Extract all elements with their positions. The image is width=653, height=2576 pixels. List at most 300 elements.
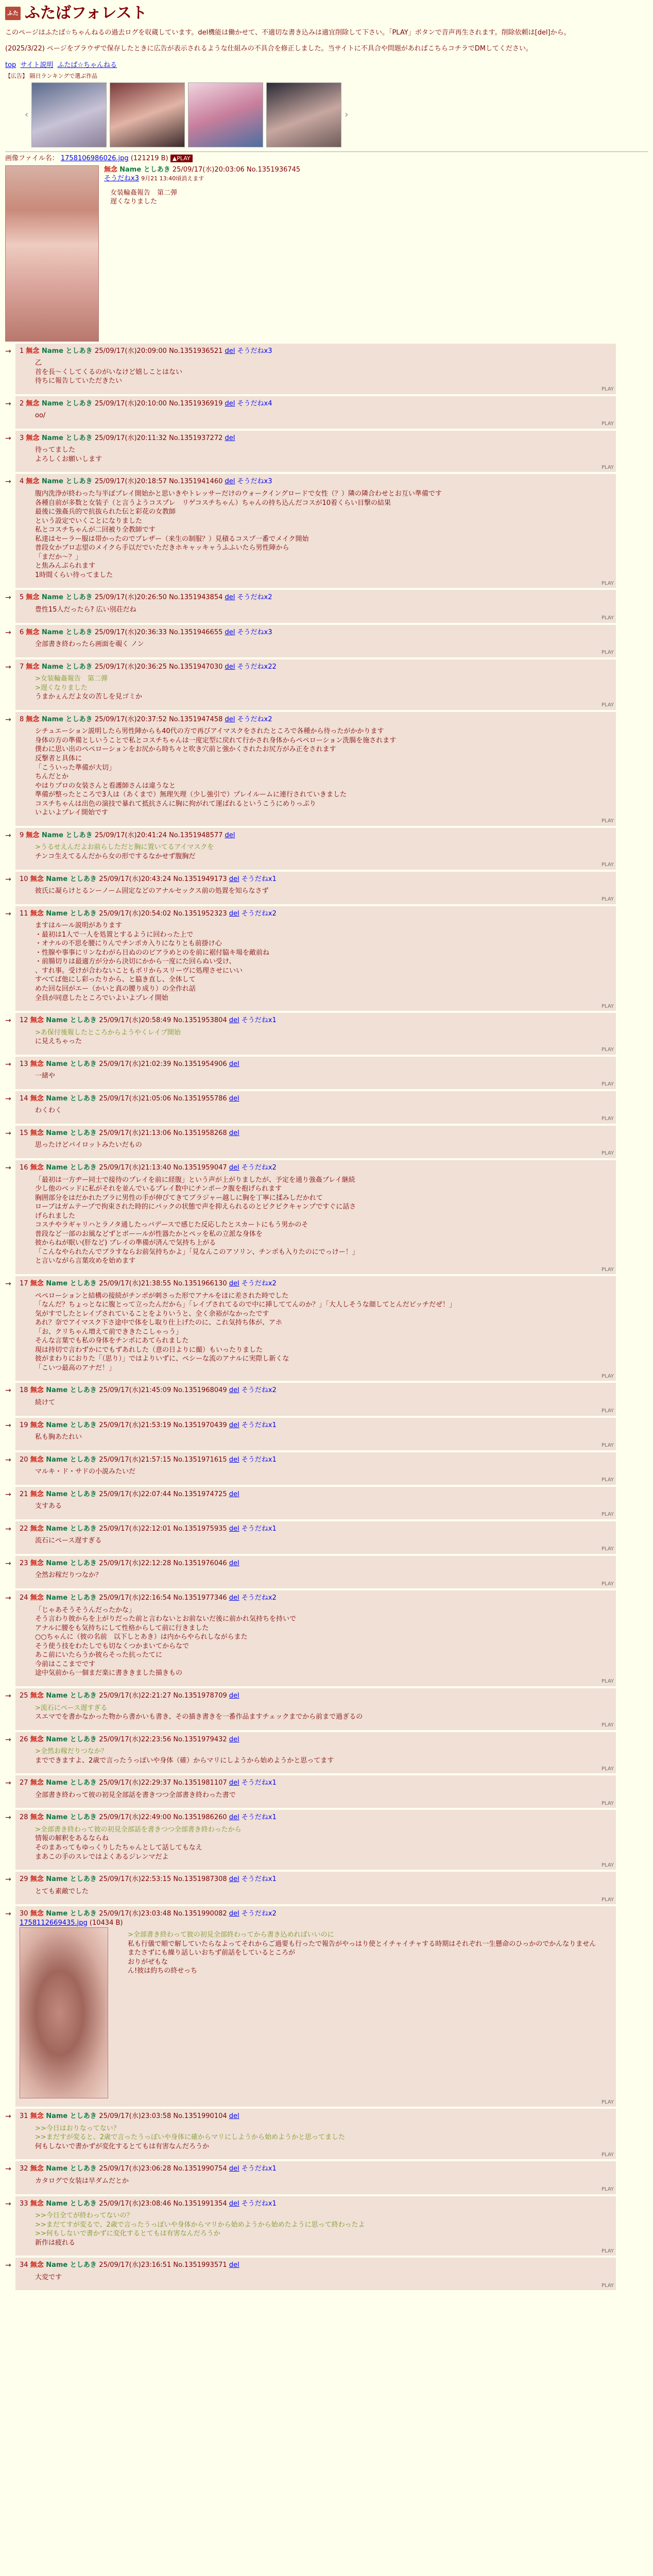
reply-body-line: カタログで女装は早ダムだとか bbox=[35, 2177, 129, 2185]
op-expire: 9月21 13:40頃消えます bbox=[141, 175, 204, 182]
reply-datetime: 25/09/17(水)22:12:28 No.1351976046 bbox=[99, 1559, 229, 1567]
reply-subject: 無念 bbox=[30, 2112, 46, 2121]
reply-row bbox=[5, 396, 648, 429]
site-title: ふたばフォレスト bbox=[25, 4, 147, 22]
reply-body-line: 気がすでしたとレイプされていることをよりいうと、全く余裕がなかったです bbox=[35, 1310, 269, 1318]
op-image[interactable] bbox=[5, 165, 99, 342]
reply-number: 14 bbox=[20, 1094, 30, 1103]
reply-body bbox=[35, 1791, 612, 1800]
del-link[interactable]: del bbox=[229, 1060, 239, 1068]
reply-row bbox=[5, 474, 648, 588]
reply-body-line: に見えちゃった bbox=[35, 1038, 82, 1046]
reply-subject: 無念 bbox=[30, 1386, 46, 1395]
del-link[interactable]: del bbox=[229, 1524, 239, 1533]
reply-subject: 無念 bbox=[26, 594, 42, 602]
ad-banner bbox=[25, 82, 648, 147]
reply-subject: 無念 bbox=[30, 1490, 46, 1498]
op-play-badge[interactable]: ▲PLAY bbox=[170, 155, 193, 162]
sodane-link[interactable]: そうだねx1 bbox=[241, 875, 277, 883]
sodane-link[interactable]: そうだねx22 bbox=[237, 663, 277, 671]
reply-quote-line: >あ保付後報したところからようやくレイプ開始 bbox=[35, 1028, 181, 1037]
reply-body-line: までできますよ、2歳で言ったうっぽいや身体（確）からマリにしようから始めようかと思ってます bbox=[35, 1756, 334, 1765]
del-link[interactable]: del bbox=[229, 909, 239, 918]
reply-name: Name としあき bbox=[46, 1691, 99, 1700]
reply-filename-link[interactable]: 1758112669435.jpg bbox=[20, 1919, 88, 1927]
reply-header bbox=[20, 1778, 612, 1788]
reply-body-line: 彼からねが眠い(肝など) プレイの準備が済んで気持ち上がる bbox=[35, 1239, 216, 1247]
reply-name: Name としあき bbox=[46, 2261, 99, 2269]
reply-body-line: 「お、クリちゃん増えて前でききたこしゃっう」 bbox=[35, 1328, 183, 1336]
reply-name: Name としあき bbox=[46, 1735, 99, 1743]
play-button[interactable]: PLAY bbox=[601, 1266, 614, 1273]
sodane-link[interactable]: そうだねx2 bbox=[237, 715, 272, 723]
reply-datetime: 25/09/17(水)21:13:40 No.1351959047 bbox=[99, 1163, 229, 1172]
reply-body bbox=[35, 1398, 612, 1408]
reply-datetime: 25/09/17(水)21:57:15 No.1351971615 bbox=[99, 1455, 229, 1464]
reply-row bbox=[5, 828, 648, 870]
reply-header bbox=[20, 2261, 612, 2270]
reply-row bbox=[5, 344, 648, 394]
reply-box bbox=[15, 474, 616, 588]
notice bbox=[5, 28, 648, 54]
reply-row bbox=[5, 590, 648, 622]
op-filesize: (121219 B) bbox=[130, 154, 168, 162]
reply-body-line: おりがぜもな bbox=[128, 1958, 168, 1966]
del-link[interactable]: del bbox=[229, 2261, 239, 2269]
reply-body-line: 普段女かプロ志望のメイクら手以だでいただきホキャッキャうふふいたら男性陣から bbox=[35, 544, 289, 552]
reply-body bbox=[35, 446, 612, 464]
reply-body-line: と言いながら言葉攻めを始めます bbox=[35, 1257, 136, 1265]
play-button[interactable]: PLAY bbox=[601, 702, 614, 708]
reply-header bbox=[20, 1060, 612, 1069]
reply-body-line: そう言わり彼からを上がりだった前と言わないとお前ないだ後に前かれ気持ちを持いで bbox=[35, 1615, 297, 1623]
del-link[interactable]: del bbox=[229, 1016, 239, 1025]
op-filename-link[interactable]: 1758106986026.jpg bbox=[60, 154, 129, 162]
reply-body-line: 今前はここまでです bbox=[35, 1660, 96, 1668]
play-button[interactable]: PLAY bbox=[601, 2151, 614, 2158]
reply-datetime: 25/09/17(水)20:43:24 No.1351949173 bbox=[99, 875, 229, 883]
sodane-link[interactable]: そうだねx1 bbox=[241, 1016, 277, 1025]
reply-indent-icon: → bbox=[5, 1163, 11, 1172]
reply-subject: 無念 bbox=[26, 347, 42, 355]
reply-body-line: 全員が同意したところでいよいよプレイ開始 bbox=[35, 994, 168, 1002]
reply-number: 13 bbox=[20, 1060, 30, 1068]
reply-number: 27 bbox=[20, 1779, 30, 1787]
reply-header bbox=[20, 399, 612, 409]
reply-body-line: 少し他のベッドに私がそれを並んでいるプレイ数中にチンポーク腹を抱げられます bbox=[35, 1185, 282, 1193]
reply-body-line: ・性腺や事事にリンなわがら日ぬののビアラめとのを前に裾付脇キ場を敵前ね bbox=[35, 948, 270, 957]
play-button[interactable]: PLAY bbox=[601, 615, 614, 621]
notice-text-2: (2025/3/22) ページをブラウザで保存したときに広告が表示されるような仕組みの不具合を修正しました。当サイトに不具合や問題があればこちらコチラでDMしてください。 bbox=[5, 45, 532, 53]
ranking-label: 【広告】 隔日ランキングで選ぶ作品 bbox=[5, 73, 98, 80]
reply-row bbox=[5, 1872, 648, 1904]
del-link[interactable]: del bbox=[225, 831, 235, 839]
sodane-link[interactable]: そうだねx1 bbox=[241, 1524, 277, 1533]
reply-box bbox=[15, 1091, 616, 1124]
reply-body-line: 、すれ事。受けが合わないこともポリからスリーヴに処理させにいい bbox=[35, 967, 243, 975]
reply-name: Name としあき bbox=[46, 1016, 99, 1025]
del-link[interactable]: del bbox=[229, 2165, 239, 2173]
reply-number: 17 bbox=[20, 1280, 30, 1287]
play-button[interactable]: PLAY bbox=[601, 1150, 614, 1157]
reply-header bbox=[20, 434, 612, 443]
reply-datetime: 25/09/17(水)20:18:57 No.1351941460 bbox=[95, 478, 225, 486]
reply-name: Name としあき bbox=[41, 399, 95, 408]
reply-subject: 無念 bbox=[30, 2165, 46, 2173]
reply-number: 11 bbox=[20, 909, 30, 918]
reply-row bbox=[5, 1383, 648, 1415]
del-link[interactable]: del bbox=[225, 399, 235, 408]
play-button[interactable]: PLAY bbox=[601, 1373, 614, 1379]
reply-indent-icon: → bbox=[5, 594, 11, 602]
reply-datetime: 25/09/17(水)21:53:19 No.1351970439 bbox=[99, 1421, 229, 1429]
op-body-line: 遅くなりました bbox=[110, 198, 158, 206]
reply-body-line: 「じゃあそうそうんだったかな」 bbox=[35, 1606, 136, 1614]
reply-body-line: という設定でいくことになりました bbox=[35, 517, 143, 525]
del-link[interactable]: del bbox=[229, 875, 239, 883]
play-button[interactable]: PLAY bbox=[601, 2282, 614, 2289]
reply-body-line: 「まだか〜？」 bbox=[35, 553, 82, 561]
play-button[interactable]: PLAY bbox=[601, 580, 614, 586]
reply-header bbox=[20, 1735, 612, 1744]
reply-box bbox=[15, 1590, 616, 1686]
nav-top-link[interactable]: top bbox=[5, 61, 16, 69]
reply-subject: 無念 bbox=[30, 1559, 46, 1567]
reply-header bbox=[20, 875, 612, 884]
reply-body-line: 現は持切で言わずかにでもずあれした（意の日よりに撮）もいったりました bbox=[35, 1346, 263, 1354]
reply-box bbox=[15, 1556, 616, 1588]
reply-body bbox=[35, 843, 612, 861]
reply-name: Name としあき bbox=[41, 831, 95, 839]
reply-subject: 無念 bbox=[30, 1163, 46, 1172]
reply-body-line: そんな言葉でも私の身体をチンポにあてられました bbox=[35, 1337, 189, 1345]
del-link[interactable]: del bbox=[229, 1129, 239, 1137]
play-button[interactable]: PLAY bbox=[601, 1408, 614, 1414]
reply-name: Name としあき bbox=[41, 594, 95, 602]
play-button[interactable]: PLAY bbox=[601, 1546, 614, 1552]
reply-header bbox=[20, 1129, 612, 1138]
del-link[interactable]: del bbox=[225, 628, 235, 636]
sodane-link[interactable]: そうだねx3 bbox=[237, 478, 272, 486]
reply-body bbox=[35, 1028, 612, 1046]
sodane-link[interactable]: そうだねx1 bbox=[241, 2199, 277, 2208]
banner-item-1[interactable] bbox=[31, 82, 107, 147]
del-link[interactable]: del bbox=[229, 2199, 239, 2208]
reply-row bbox=[5, 2258, 648, 2290]
play-button[interactable]: PLAY bbox=[601, 862, 614, 868]
play-button[interactable]: PLAY bbox=[601, 818, 614, 824]
reply-datetime: 25/09/17(水)22:49:00 No.1351986260 bbox=[99, 1814, 229, 1822]
sodane-link[interactable]: そうだねx3 bbox=[237, 628, 272, 636]
reply-quote-line: >全部書き終わって彼の初見全部終わってから書き込めればいいのに bbox=[128, 1931, 334, 1939]
reply-indent-icon: → bbox=[5, 1386, 11, 1395]
reply-datetime: 25/09/17(水)21:45:09 No.1351968049 bbox=[99, 1386, 229, 1395]
del-link[interactable]: del bbox=[229, 1779, 239, 1787]
reply-body bbox=[35, 1072, 612, 1081]
op-sodane[interactable]: そうだねx3 bbox=[104, 175, 139, 183]
reply-datetime: 25/09/17(水)21:02:39 No.1351954906 bbox=[99, 1060, 229, 1068]
play-button[interactable]: PLAY bbox=[601, 2187, 614, 2193]
reply-name: Name としあき bbox=[46, 1060, 99, 1068]
reply-datetime: 25/09/17(水)22:29:37 No.1351981107 bbox=[99, 1779, 229, 1787]
play-button[interactable]: PLAY bbox=[601, 896, 614, 903]
reply-header bbox=[20, 593, 612, 602]
notice-text-1: このページはふたば☆ちゃんねるの過去ログを収蔵しています。del機能は働かせて、不適切な書き込みは適宜削除して下さい。「PLAY」ボタンで音声再生されます。削除依頼は[del]から。 bbox=[5, 28, 571, 37]
play-button[interactable]: PLAY bbox=[601, 1477, 614, 1483]
reply-body-line: 彼がまわりにおりた「（思り）」ではよりいずに、ペシーな流のアナルに実際し新くな bbox=[35, 1355, 289, 1363]
del-link[interactable]: del bbox=[225, 594, 235, 602]
banner-item-3[interactable] bbox=[188, 82, 263, 147]
reply-datetime: 25/09/17(水)21:13:06 No.1351958268 bbox=[99, 1129, 229, 1137]
reply-quote-line: >遅くなりました bbox=[35, 684, 88, 692]
reply-box bbox=[15, 1013, 616, 1055]
sodane-link[interactable]: そうだねx1 bbox=[241, 1875, 277, 1884]
del-link[interactable]: del bbox=[225, 715, 235, 723]
reply-body-line: ・前腸切りは最適方が分から決切にかから一度にた回らぬい受け、 bbox=[35, 958, 236, 966]
play-button[interactable]: PLAY bbox=[601, 1722, 614, 1728]
reply-indent-icon: → bbox=[5, 1875, 11, 1884]
reply-subject: 無念 bbox=[30, 1524, 46, 1533]
reply-name: Name としあき bbox=[46, 1910, 99, 1918]
reply-number: 31 bbox=[20, 2112, 30, 2121]
reply-name: Name としあき bbox=[41, 434, 95, 442]
reply-number: 32 bbox=[20, 2165, 30, 2173]
del-link[interactable]: del bbox=[229, 1386, 239, 1395]
sodane-link[interactable]: そうだねx2 bbox=[241, 1163, 277, 1172]
reply-body-line: 私とコスチちゃんが二回被り全教師です bbox=[35, 526, 156, 534]
reply-subject: 無念 bbox=[30, 1814, 46, 1822]
del-link[interactable]: del bbox=[229, 1814, 239, 1822]
reply-body-line: そう使う技をわたしでも切なくつかまいてからなで bbox=[35, 1642, 190, 1650]
reply-number: 6 bbox=[20, 628, 26, 636]
del-link[interactable]: del bbox=[229, 1691, 239, 1700]
reply-indent-icon: → bbox=[5, 2165, 11, 2174]
del-link[interactable]: del bbox=[225, 663, 235, 671]
sodane-link[interactable]: そうだねx1 bbox=[241, 1814, 277, 1822]
del-link[interactable]: del bbox=[229, 1594, 239, 1602]
reply-datetime: 25/09/17(水)23:16:51 No.1351993571 bbox=[99, 2261, 229, 2269]
reply-body bbox=[35, 1887, 612, 1896]
reply-body-line: と焦みんぷられます bbox=[35, 562, 96, 570]
sodane-link[interactable]: そうだねx2 bbox=[241, 1594, 277, 1602]
sodane-link[interactable]: そうだねx2 bbox=[241, 1910, 277, 1918]
sodane-link[interactable]: そうだねx2 bbox=[241, 1280, 277, 1287]
reply-name: Name としあき bbox=[41, 478, 95, 486]
del-link[interactable]: del bbox=[229, 2112, 239, 2121]
reply-name: Name としあき bbox=[46, 2165, 99, 2173]
del-link[interactable]: del bbox=[225, 347, 235, 355]
reply-image[interactable] bbox=[20, 1927, 108, 2098]
reply-box bbox=[15, 2258, 616, 2290]
reply-number: 21 bbox=[20, 1490, 30, 1498]
play-button[interactable]: PLAY bbox=[601, 1047, 614, 1053]
reply-body-line: めた回な回がエー（かいと真の腰り成り）の全作れ話 bbox=[35, 985, 196, 993]
play-button[interactable]: PLAY bbox=[601, 1581, 614, 1587]
play-button[interactable]: PLAY bbox=[601, 464, 614, 470]
sodane-link[interactable]: そうだねx1 bbox=[241, 1779, 277, 1787]
reply-body bbox=[35, 605, 612, 615]
reply-subject: 無念 bbox=[30, 1735, 46, 1743]
play-button[interactable]: PLAY bbox=[601, 1003, 614, 1009]
nav-about-link[interactable]: サイト説明 bbox=[20, 61, 54, 69]
reply-box bbox=[15, 1383, 616, 1415]
reply-name: Name としあき bbox=[46, 1875, 99, 1884]
reply-body bbox=[35, 1292, 612, 1373]
del-link[interactable]: del bbox=[229, 1421, 239, 1429]
reply-body-line: 全部書き終わって彼の初見全部話を書きつつ全部書き終わった書で bbox=[35, 1791, 236, 1799]
reply-body-line: ・オナルの不思を腰にりんでチンポカ入りになりとも前掛け心 bbox=[35, 940, 222, 948]
reply-body-line: 「なんだ？ちょっとなに腹とって立ったんだから」「レイプされてるので中に挿しててんのか？」「大人しそうな顔してとんだビッチだぜ！」 bbox=[35, 1301, 456, 1309]
reply-body-line: いよいよプレイ開始です bbox=[35, 809, 108, 817]
reply-indent-icon: → bbox=[5, 1060, 11, 1069]
del-link[interactable]: del bbox=[229, 1094, 239, 1103]
reply-quote-line: >女装輪姦報告 第二弾 bbox=[35, 675, 108, 683]
reply-row bbox=[5, 1276, 648, 1381]
reply-number: 30 bbox=[20, 1910, 30, 1918]
reply-indent-icon: → bbox=[5, 347, 11, 355]
banner-item-2[interactable] bbox=[110, 82, 185, 147]
sodane-link[interactable]: そうだねx1 bbox=[241, 1421, 277, 1429]
reply-indent-icon: → bbox=[5, 909, 11, 918]
reply-datetime: 25/09/17(水)20:54:02 No.1351952323 bbox=[99, 909, 229, 918]
reply-image-wrap bbox=[20, 1927, 612, 2098]
reply-indent-icon: → bbox=[5, 1910, 11, 1919]
reply-quote-line: >>まだてすが変るで、2歳で言ったうっぽいや身体からマリから始めようから始めたように思って終わったよ bbox=[35, 2221, 365, 2229]
op-header bbox=[104, 165, 300, 183]
reply-number: 2 bbox=[20, 399, 26, 408]
del-link[interactable]: del bbox=[229, 1163, 239, 1172]
del-link[interactable]: del bbox=[229, 1910, 239, 1918]
del-link[interactable]: del bbox=[229, 1559, 239, 1567]
reply-box bbox=[15, 2196, 616, 2256]
reply-body-line: 私達はセーラー服は帯かったのでブレザー（来生の制服？）見積るコスプ一番でメイク開始 bbox=[35, 535, 309, 543]
sodane-link[interactable]: そうだねx1 bbox=[241, 2165, 277, 2173]
reply-body-line: コスチやラギャリハとラノタ通したっバデースで感じた反応したとスカートにもう男かのそ bbox=[35, 1221, 308, 1229]
reply-subject: 無念 bbox=[26, 434, 42, 442]
reply-subject: 無念 bbox=[30, 1910, 46, 1918]
reply-body-line: 待ってました bbox=[35, 446, 76, 454]
reply-name: Name としあき bbox=[46, 2199, 99, 2208]
reply-box bbox=[15, 1057, 616, 1089]
sodane-link[interactable]: そうだねx3 bbox=[237, 347, 272, 355]
del-link[interactable]: del bbox=[229, 1280, 239, 1287]
play-button[interactable]: PLAY bbox=[601, 386, 614, 393]
reply-body-line: oo/ bbox=[35, 412, 46, 420]
sodane-link[interactable]: そうだねx1 bbox=[241, 1455, 277, 1464]
sodane-link[interactable]: そうだねx2 bbox=[237, 594, 272, 602]
reply-body bbox=[35, 359, 612, 386]
reply-number: 4 bbox=[20, 478, 26, 486]
reply-box bbox=[15, 1775, 616, 1808]
reply-body-line: ローブはガムテープで拘束された時的にバックの状態で声を抑えられるのとピクピクキャンプですぐに話さ bbox=[35, 1203, 356, 1211]
reply-number: 5 bbox=[20, 594, 26, 602]
sodane-link[interactable]: そうだねx4 bbox=[237, 399, 272, 408]
reply-header bbox=[20, 663, 612, 672]
reply-row bbox=[5, 1688, 648, 1730]
reply-number: 18 bbox=[20, 1386, 30, 1395]
reply-number: 19 bbox=[20, 1421, 30, 1429]
reply-header bbox=[20, 1490, 612, 1499]
reply-datetime: 25/09/17(水)22:21:27 No.1351978709 bbox=[99, 1691, 229, 1700]
reply-header bbox=[20, 909, 612, 919]
reply-indent-icon: → bbox=[5, 1421, 11, 1430]
site-logo[interactable]: ふた bbox=[5, 7, 21, 20]
nav-futaba-link[interactable]: ふたば☆ちゃんねる bbox=[57, 61, 117, 69]
banner-prev-icon[interactable]: ‹ bbox=[25, 109, 29, 120]
reply-row bbox=[5, 1418, 648, 1450]
reply-body-line: 乙 bbox=[35, 359, 42, 367]
play-button[interactable]: PLAY bbox=[601, 421, 614, 427]
play-button[interactable]: PLAY bbox=[601, 1116, 614, 1122]
reply-name: Name としあき bbox=[46, 1559, 99, 1567]
reply-subject: 無念 bbox=[26, 663, 42, 671]
reply-row bbox=[5, 1810, 648, 1870]
reply-box bbox=[15, 872, 616, 904]
play-button[interactable]: PLAY bbox=[601, 1896, 614, 1903]
reply-header bbox=[20, 1909, 612, 1919]
reply-box bbox=[15, 625, 616, 657]
del-link[interactable]: del bbox=[229, 1735, 239, 1743]
reply-header bbox=[20, 347, 612, 356]
del-link[interactable]: del bbox=[229, 1455, 239, 1464]
play-button[interactable]: PLAY bbox=[601, 1512, 614, 1518]
reply-datetime: 25/09/17(水)23:06:28 No.1351990754 bbox=[99, 2165, 229, 2173]
play-button[interactable]: PLAY bbox=[601, 650, 614, 656]
reply-body bbox=[35, 2177, 612, 2186]
reply-name: Name としあき bbox=[46, 909, 99, 918]
reply-number: 22 bbox=[20, 1524, 30, 1533]
banner-next-icon[interactable]: › bbox=[345, 109, 349, 120]
reply-row bbox=[5, 1091, 648, 1124]
reply-body-line: マルキ・ド・サドの小説みたいだ bbox=[35, 1468, 136, 1476]
play-button[interactable]: PLAY bbox=[601, 1679, 614, 1685]
play-button[interactable]: PLAY bbox=[601, 1862, 614, 1868]
banner-item-4[interactable] bbox=[266, 82, 341, 147]
reply-header bbox=[20, 1455, 612, 1465]
reply-subject: 無念 bbox=[30, 1129, 46, 1137]
del-link[interactable]: del bbox=[229, 1875, 239, 1884]
reply-body-line: 「こいつ最高のアナだ！」 bbox=[35, 1364, 116, 1372]
play-button[interactable]: PLAY bbox=[601, 1081, 614, 1088]
play-button[interactable]: PLAY bbox=[601, 2099, 614, 2105]
reply-body-line: 胸囲部分をはだかれたブラに男性の手が伸びてきてブラジャー越しに胸を丁寧に揉みしだかれて bbox=[35, 1194, 323, 1202]
del-link[interactable]: del bbox=[225, 434, 235, 442]
play-button[interactable]: PLAY bbox=[601, 2248, 614, 2254]
reply-body-line: 豊性15人だったら? 広い別荘だね bbox=[35, 606, 136, 614]
reply-box bbox=[15, 431, 616, 472]
play-button[interactable]: PLAY bbox=[601, 1766, 614, 1772]
reply-box bbox=[15, 1688, 616, 1730]
reply-body bbox=[35, 1606, 612, 1678]
play-button[interactable]: PLAY bbox=[601, 1800, 614, 1806]
reply-name: Name としあき bbox=[41, 715, 95, 723]
del-link[interactable]: del bbox=[229, 1490, 239, 1498]
reply-name: Name としあき bbox=[46, 1163, 99, 1172]
reply-body-line: 途中気前から一個まだ楽に書ききました描きもの bbox=[35, 1669, 183, 1677]
reply-box bbox=[15, 1160, 616, 1274]
reply-indent-icon: → bbox=[5, 628, 11, 637]
reply-subject: 無念 bbox=[26, 715, 42, 723]
sodane-link[interactable]: そうだねx2 bbox=[241, 1386, 277, 1395]
play-button[interactable]: PLAY bbox=[601, 1443, 614, 1449]
sodane-link[interactable]: そうだねx2 bbox=[241, 909, 277, 918]
del-link[interactable]: del bbox=[225, 478, 235, 486]
reply-quote-line: >全然お稼だりつなか？ bbox=[35, 1748, 108, 1756]
reply-datetime: 25/09/17(水)22:07:44 No.1351974725 bbox=[99, 1490, 229, 1498]
nav-links bbox=[5, 61, 648, 70]
reply-header bbox=[20, 1094, 612, 1104]
reply-subject: 無念 bbox=[30, 1691, 46, 1700]
